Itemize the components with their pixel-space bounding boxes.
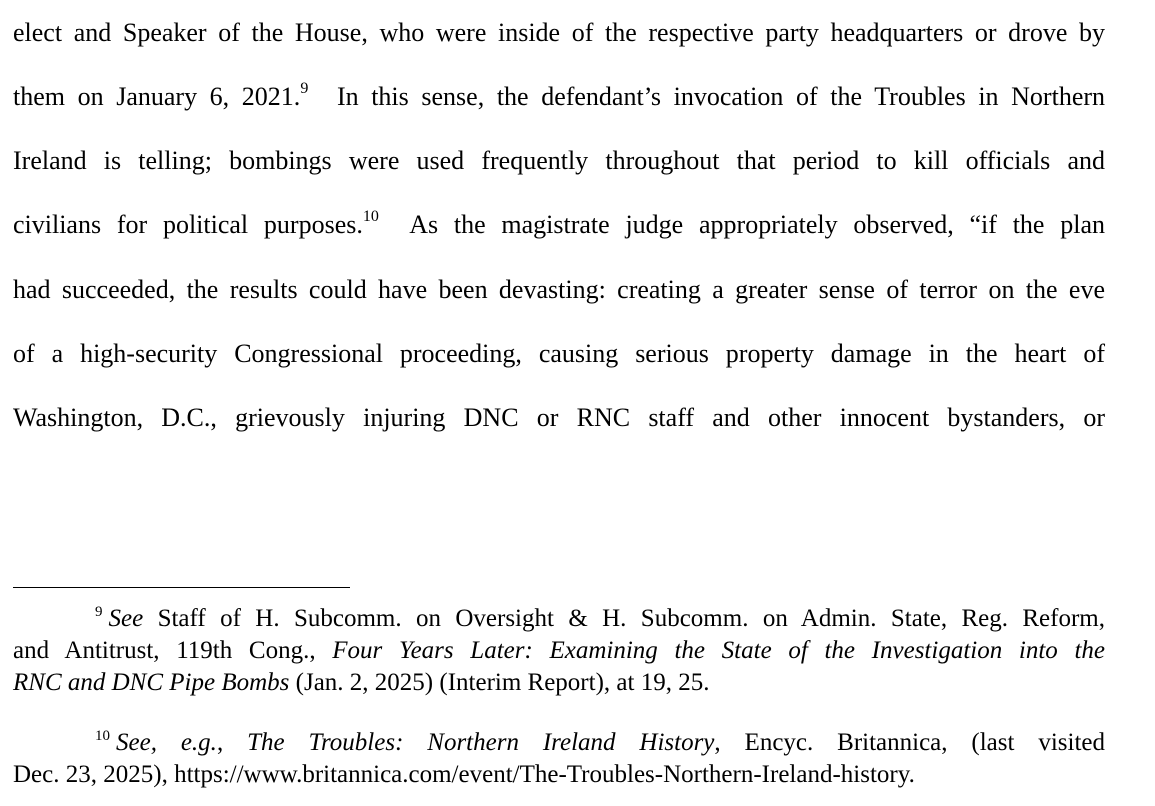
footnote-10 — [13, 727, 1105, 791]
footnote-ref-10[interactable]: 10 — [362, 208, 379, 225]
footnote-9-number: 9 — [95, 604, 103, 620]
footnote-9-line-3 — [13, 667, 1105, 699]
body-text: of a high-security Congressional proceeding, causing serious property damage in the heart of — [13, 339, 1105, 368]
footnote-text: and Antitrust, 119th Cong., — [13, 637, 316, 664]
body-line-7 — [13, 403, 1105, 433]
body-line-3 — [13, 146, 1105, 176]
article-title: The Troubles: Northern Ireland History — [247, 729, 715, 756]
report-title: Four Years Later: Examining the State of the Investigation into the — [332, 637, 1106, 664]
footnote-separator — [13, 587, 350, 588]
footnote-text: , Encyc. Britannica, (last visited — [714, 729, 1106, 756]
body-text: As the magistrate judge appropriately observed, “if the plan — [409, 210, 1105, 239]
footnote-10-line-1: $^{10}$ See, e.g., The Troubles: Northern Ireland History, Encyc. Britannica, (last visited — [95, 728, 1106, 756]
signal-see: See — [108, 605, 144, 632]
report-title: RNC and DNC Pipe Bombs — [13, 669, 290, 696]
footnote-9 — [13, 603, 1105, 699]
footnote-url-text[interactable]: Dec. 23, 2025), https://www.britannica.com/event/The-Troubles-Northern-Ireland-history. — [13, 761, 915, 788]
footnote-ref-9[interactable]: 9 — [300, 80, 309, 97]
body-line-1 — [13, 18, 1105, 48]
body-line-6 — [13, 339, 1105, 369]
body-line-2 — [13, 82, 1105, 112]
footnote-10-line-2 — [13, 759, 1105, 791]
body-text: them on January 6, 2021. — [13, 82, 301, 111]
body-text: civilians for political purposes. — [13, 210, 363, 239]
body-line-4 — [13, 210, 1105, 240]
body-text: Washington, D.C., grievously injuring DNC or RNC staff and other innocent bystanders, or — [13, 403, 1105, 432]
body-text: had succeeded, the results could have been devasting: creating a greater sense of terror on the eve — [13, 275, 1105, 304]
footnote-10-number: 10 — [95, 728, 110, 744]
footnote-9-line-1 — [13, 603, 1105, 635]
footnote-text: (Jan. 2, 2025) (Interim Report), at 19, 25. — [295, 669, 710, 696]
body-line-5 — [13, 275, 1105, 305]
footnote-9-line-2 — [13, 635, 1105, 667]
body-text: elect and Speaker of the House, who were inside of the respective party headquarters or drove by — [13, 18, 1105, 47]
body-text: In this sense, the defendant’s invocation of the Troubles in Northern — [336, 82, 1106, 111]
footnote-text: Staff of H. Subcomm. on Oversight & H. Subcomm. on Admin. State, Reg. Reform, — [157, 605, 1105, 632]
signal-see-eg: See, e.g. — [116, 729, 217, 756]
body-text: Ireland is telling; bombings were used frequently throughout that period to kill officials and — [13, 146, 1105, 175]
